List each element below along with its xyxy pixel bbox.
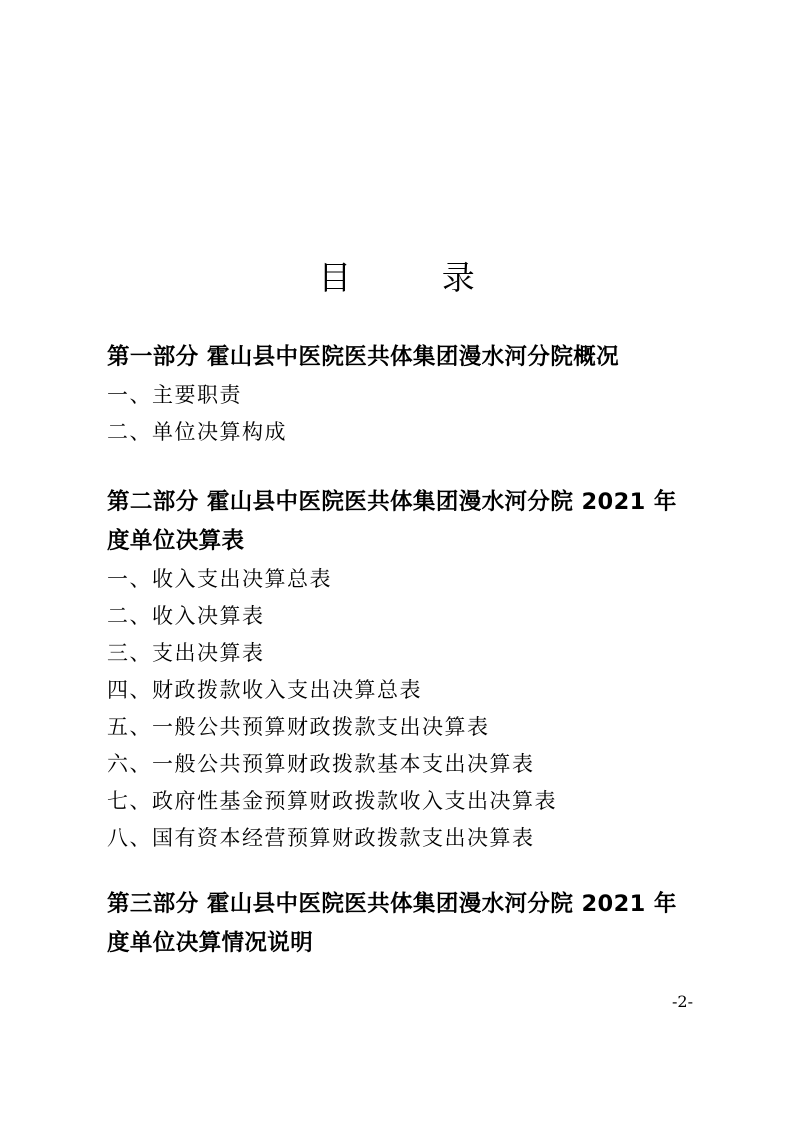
section-part-1 bbox=[107, 338, 697, 451]
section-heading-line1: 第二部分 霍山县中医院医共体集团漫水河分院 2021 年 bbox=[107, 489, 677, 515]
section-heading: 第一部分 霍山县中医院医共体集团漫水河分院概况 bbox=[107, 344, 620, 370]
section-item-list bbox=[107, 561, 697, 857]
page-title: 目 录 bbox=[318, 258, 515, 297]
section-part-3 bbox=[107, 885, 697, 963]
section-part-2 bbox=[107, 483, 697, 857]
page-number: -2- bbox=[672, 992, 693, 1011]
list-item: 一、主要职责 bbox=[107, 383, 242, 407]
section-heading-line1: 第三部分 霍山县中医院医共体集团漫水河分院 2021 年 bbox=[107, 891, 677, 917]
list-item: 七、政府性基金预算财政拨款收入支出决算表 bbox=[107, 789, 557, 813]
list-item: 一、收入支出决算总表 bbox=[107, 567, 332, 591]
list-item: 二、单位决算构成 bbox=[107, 420, 287, 444]
list-item: 五、一般公共预算财政拨款支出决算表 bbox=[107, 715, 490, 739]
section-heading-line2: 度单位决算情况说明 bbox=[107, 930, 314, 956]
list-item: 六、一般公共预算财政拨款基本支出决算表 bbox=[107, 752, 535, 776]
section-item-list bbox=[107, 377, 697, 451]
list-item: 三、支出决算表 bbox=[107, 641, 265, 665]
section-heading-line2: 度单位决算表 bbox=[107, 528, 245, 554]
list-item: 八、国有资本经营预算财政拨款支出决算表 bbox=[107, 826, 535, 850]
list-item: 二、收入决算表 bbox=[107, 604, 265, 628]
list-item: 四、财政拨款收入支出决算总表 bbox=[107, 678, 422, 702]
